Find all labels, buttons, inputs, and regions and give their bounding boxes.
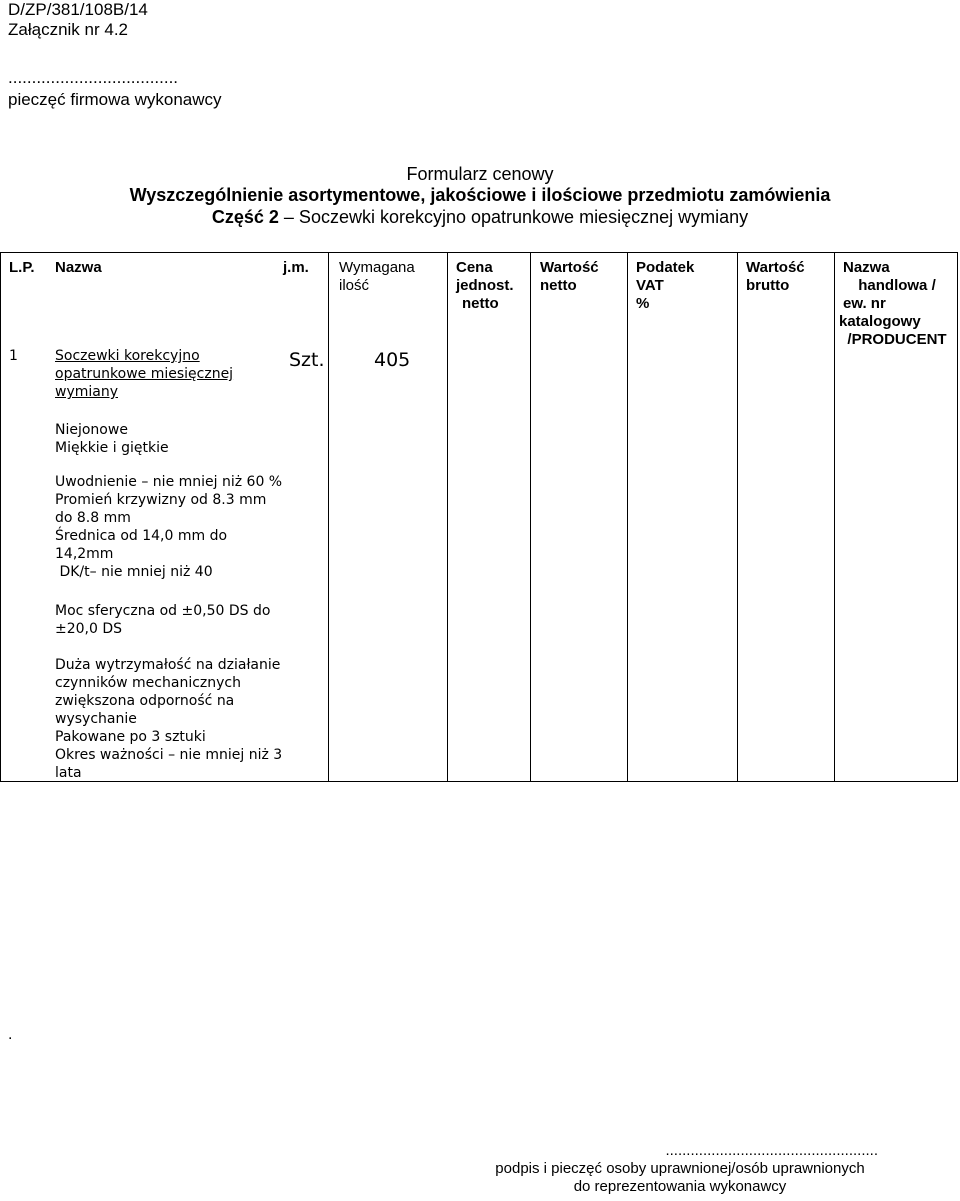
- column-divider: [328, 253, 329, 781]
- header-unit-price: [456, 259, 514, 313]
- stamp-label: pieczęć firmowa wykonawcy: [8, 90, 222, 109]
- description-line: lata: [55, 765, 82, 781]
- form-part-line: [0, 207, 960, 228]
- stamp-dots: ....................................: [8, 68, 179, 87]
- row-unit: Szt.: [289, 349, 325, 371]
- description-line: Pakowane po 3 sztuki: [55, 729, 206, 745]
- header-name: Nazwa: [55, 259, 102, 276]
- header-trade-name-line: katalogowy: [839, 313, 921, 330]
- header-trade-name-line: /PRODUCENT: [847, 331, 947, 348]
- header-net-value-line: Wartość: [540, 259, 599, 276]
- header-vat-line: Podatek: [636, 259, 695, 276]
- signature-label: podpis i pieczęć osoby uprawnionej/osób uprawnionych: [495, 1160, 865, 1177]
- description-line: Niejonowe: [55, 422, 128, 438]
- product-name-line: Soczewki korekcyjno: [55, 348, 200, 364]
- header-vat: [636, 259, 694, 313]
- column-divider: [737, 253, 738, 781]
- header-trade-name-line: Nazwa: [843, 259, 890, 276]
- header-lp: L.P.: [9, 259, 35, 276]
- header-gross-value: [746, 259, 805, 295]
- product-name-line: opatrunkowe miesięcznej: [55, 366, 234, 382]
- header-quantity-line: Wymagana: [339, 259, 415, 276]
- description-line: Moc sferyczna od ±0,50 DS do: [55, 603, 271, 619]
- description-line: Miękkie i giętkie: [55, 440, 169, 456]
- header-trade-name-line: ew. nr: [843, 295, 886, 312]
- header-net-value-line: netto: [540, 277, 577, 294]
- description-line: zwiększona odporność na: [55, 693, 235, 709]
- signature-label-2: do reprezentowania wykonawcy: [573, 1178, 787, 1195]
- header-gross-value-line: Wartość: [746, 259, 805, 276]
- product-name: [55, 347, 233, 401]
- product-name-line: wymiany: [55, 384, 118, 400]
- header-unit-price-line: netto: [462, 295, 499, 312]
- header-unit: j.m.: [283, 259, 309, 276]
- attachment-label: Załącznik nr 4.2: [8, 20, 128, 39]
- description-group: [55, 656, 282, 782]
- description-group: [55, 421, 169, 457]
- signature-dots: ...................................................: [665, 1142, 878, 1159]
- part-label: Część 2: [211, 207, 279, 227]
- column-divider: [627, 253, 628, 781]
- row-lp: 1: [9, 348, 18, 364]
- footer-dot: .: [8, 1026, 13, 1043]
- description-line: wysychanie: [55, 711, 137, 727]
- description-line: do 8.8 mm: [55, 510, 131, 526]
- form-subtitle: [0, 185, 960, 206]
- header-trade-name: [835, 259, 959, 349]
- header-unit-price-line: jednost.: [456, 277, 514, 294]
- header-net-value: [540, 259, 599, 295]
- document-reference: D/ZP/381/108B/14: [8, 0, 148, 19]
- signature-block: [460, 1142, 900, 1196]
- column-divider: [447, 253, 448, 781]
- header-unit-price-line: Cena: [456, 259, 493, 276]
- price-table: [0, 252, 958, 782]
- header-trade-name-line: handlowa /: [858, 277, 936, 294]
- description-line: 14,2mm: [55, 546, 114, 562]
- description-line: DK/t– nie mniej niż 40: [55, 564, 213, 580]
- header-quantity: [339, 259, 415, 295]
- header-vat-line: VAT: [636, 277, 664, 294]
- description-line: ±20,0 DS: [55, 621, 123, 637]
- description-line: Średnica od 14,0 mm do: [55, 528, 228, 544]
- description-line: Promień krzywizny od 8.3 mm: [55, 492, 267, 508]
- description-group: [55, 602, 270, 638]
- form-title: Formularz cenowy: [406, 164, 554, 184]
- column-divider: [530, 253, 531, 781]
- row-quantity: 405: [374, 349, 411, 371]
- part-description: – Soczewki korekcyjno opatrunkowe miesięcznej wymiany: [278, 207, 749, 227]
- header-vat-line: %: [636, 295, 650, 312]
- description-line: Duża wytrzymałość na działanie: [55, 657, 281, 673]
- description-group: [55, 473, 282, 581]
- description-line: Uwodnienie – nie mniej niż 60 %: [55, 474, 283, 490]
- description-line: Okres ważności – nie mniej niż 3: [55, 747, 283, 763]
- header-gross-value-line: brutto: [746, 277, 790, 294]
- header-quantity-line: ilość: [339, 277, 370, 294]
- description-line: czynników mechanicznych: [55, 675, 241, 691]
- form-subtitle-text: Wyszczególnienie asortymentowe, jakościowe i ilościowe przedmiotu zamówienia: [129, 185, 831, 205]
